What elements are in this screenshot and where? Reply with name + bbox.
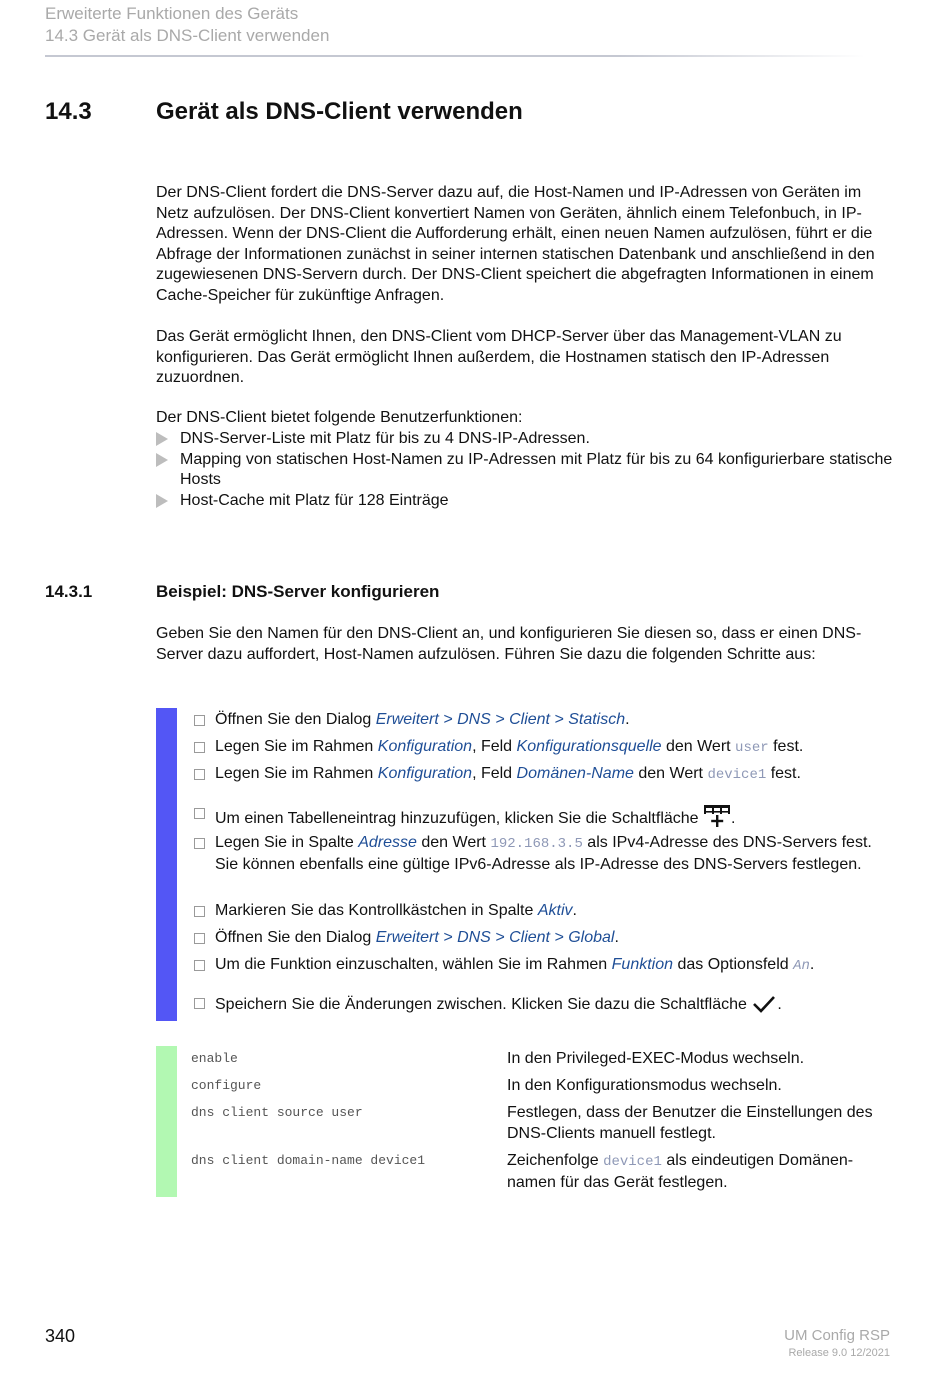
step-mark-active: Markieren Sie das Kontrollkästchen in Spalte Aktiv. (192, 901, 892, 922)
cli-marker-bar (156, 1046, 177, 1197)
cli-command: dns client source user (191, 1105, 363, 1120)
step-checkbox[interactable] (194, 769, 205, 780)
cli-description: Zeichenfolge device1 als eindeutigen Domänen-namen für das Gerät festlegen. (507, 1152, 854, 1191)
section-number: 14.3 (45, 98, 92, 125)
step-checkbox[interactable] (194, 742, 205, 753)
list-item-text: Mapping von statischen Host-Namen zu IP-Adressen mit Platz für bis zu 64 konfigurierbare statische Hosts (180, 450, 893, 488)
intro-paragraph: Der DNS-Client fordert die DNS-Server dazu auf, die Host-Namen und IP-Adressen von Geräten im Netz aufzulösen. Der DNS-Client konvertiert Namen von Geräten, ähnlich einem Telefonbuch, in IP-Adressen. Wenn der DNS-Client die Aufforderung erhält, einen neuen Namen aufzulösen, führt er die Abfrage der Informationen zunächst in seiner internen statischen Datenbank und anschließend in den zugewiesenen DNS-Servern durch. Der DNS-Client speichert die abgefragten Informationen in einem Cache-Speicher für zukünftige Anfragen. (156, 184, 875, 304)
step-server-address: Legen Sie in Spalte Adresse den Wert 192.168.3.5 als IPv4-Adresse des DNS-Servers fest. Sie können ebenfalls eine gültige IPv6-Adresse als IP-Adresse des DNS-Servers festlegen. (192, 833, 892, 875)
features-lead: Der DNS-Client bietet folgende Benutzerfunktionen: (156, 409, 523, 426)
bullet-arrow-icon (156, 432, 168, 446)
checkmark-icon[interactable] (751, 993, 777, 1022)
step-checkbox[interactable] (194, 906, 205, 917)
subsection-number: 14.3.1 (45, 582, 93, 601)
step-checkbox[interactable] (194, 808, 205, 819)
step-checkbox[interactable] (194, 960, 205, 971)
step-open-static-dialog: Öffnen Sie den Dialog Erweitert > DNS > Client > Statisch. (192, 710, 892, 731)
step-open-global-dialog: Öffnen Sie den Dialog Erweitert > DNS > Client > Global. (192, 928, 892, 949)
list-item-text: Host-Cache mit Platz für 128 Einträge (180, 491, 449, 509)
step-save-changes: Speichern Sie die Änderungen zwischen. Klicken Sie dazu die Schaltfläche . (192, 993, 892, 1022)
cli-description: In den Privileged-EXEC-Modus wechseln. (507, 1050, 805, 1067)
dhcp-paragraph: Das Gerät ermöglicht Ihnen, den DNS-Client vom DHCP-Server über das Management-VLAN zu konfigurieren. Das Gerät ermöglicht Ihnen außerdem, die Hostnamen statisch den IP-Adressen zuzuordnen. (156, 328, 842, 386)
value-text: user (735, 740, 769, 756)
running-header-section: 14.3 Gerät als DNS-Client verwenden (45, 26, 330, 45)
list-item (156, 429, 896, 450)
feature-list (156, 429, 896, 511)
value-text: 192.168.3.5 (490, 836, 583, 852)
step-domain-name: Legen Sie im Rahmen Konfiguration, Feld Domänen-Name den Wert device1 fest. (192, 764, 892, 786)
step-checkbox[interactable] (194, 933, 205, 944)
subsection-title: Beispiel: DNS-Server konfigurieren (156, 582, 440, 601)
step-add-table-entry: Um einen Tabelleneintrag hinzuzufügen, klicken Sie die Schaltfläche . (192, 803, 892, 836)
cli-description: Festlegen, dass der Benutzer die Einstellungen des DNS-Clients manuell festlegt. (507, 1104, 873, 1142)
cli-command: dns client domain-name device1 (191, 1153, 426, 1168)
list-item-text: DNS-Server-Liste mit Platz für bis zu 4 DNS-IP-Adressen. (180, 430, 590, 447)
list-item (156, 491, 896, 512)
cli-command: configure (191, 1078, 262, 1093)
list-item (156, 450, 896, 491)
cli-command: enable (191, 1051, 238, 1066)
step-checkbox[interactable] (194, 998, 205, 1009)
running-header-chapter: Erweiterte Funktionen des Geräts (45, 4, 299, 23)
release-info: Release 9.0 12/2021 (788, 1347, 890, 1359)
value-text: device1 (603, 1154, 662, 1170)
cli-description: In den Konfigurationsmodus wechseln. (507, 1077, 782, 1094)
gui-steps-marker-bar (156, 708, 177, 1021)
document-name: UM Config RSP (784, 1327, 890, 1344)
value-text: An (793, 958, 810, 974)
menu-path: Erweitert > DNS > Client > Statisch (375, 711, 626, 728)
add-table-row-icon[interactable] (703, 803, 731, 836)
bullet-arrow-icon (156, 453, 168, 467)
page-number: 340 (45, 1326, 76, 1346)
step-checkbox[interactable] (194, 838, 205, 849)
header-divider (45, 55, 865, 57)
section-title: Gerät als DNS-Client verwenden (156, 98, 523, 125)
bullet-arrow-icon (156, 494, 168, 508)
step-config-source: Legen Sie im Rahmen Konfiguration, Feld Konfigurationsquelle den Wert user fest. (192, 737, 892, 759)
subsection-intro: Geben Sie den Namen für den DNS-Client an, und konfigurieren Sie diesen so, dass er einen DNS-Server dazu auffordert, Host-Namen aufzulösen. Führen Sie dazu die folgenden Schritte aus: (156, 625, 862, 663)
menu-path: Erweitert > DNS > Client > Global (375, 929, 615, 946)
step-enable-function: Um die Funktion einzuschalten, wählen Sie im Rahmen Funktion das Optionsfeld An. (192, 955, 892, 977)
value-text: device1 (707, 767, 767, 783)
step-checkbox[interactable] (194, 715, 205, 726)
